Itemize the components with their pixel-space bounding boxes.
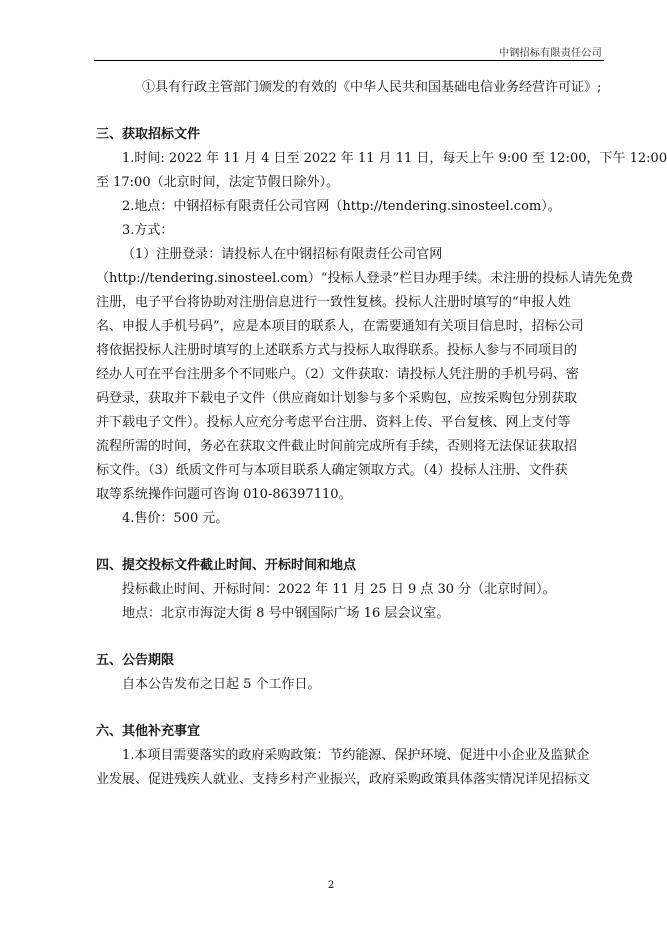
section3-method-line: 名、申报人手机号码”，应是本项目的联系人，在需要通知有关项目信息时，招标公司	[96, 319, 584, 334]
section4-deadline: 投标截止时间、开标时间：2022 年 11 月 25 日 9 点 30 分（北京时间）。	[122, 582, 556, 597]
section3-time-line1: 1.时间: 2022 年 11 月 4 日至 2022 年 11 月 11 日，每天上午 9:00 至 12:00，下午 12:00	[122, 151, 667, 166]
section-gap	[96, 100, 612, 123]
section4-location: 地点：北京市海淀大街 8 号中钢国际广场 16 层会议室。	[122, 606, 450, 621]
section3-method-line: （1）注册登录：请投标人在中钢招标有限责任公司官网	[122, 247, 443, 262]
section-gap	[96, 626, 612, 649]
section4-heading: 四、提交投标文件截止时间、开标时间和地点	[96, 558, 357, 573]
section3-location: 2.地点：中钢招标有限责任公司官网（http://tendering.sinosteel.com）。	[122, 199, 561, 214]
page-number: 2	[327, 880, 335, 891]
section3-method-line: 将依据投标人注册时填写的上述联系方式与投标人取得联系。投标人参与不同项目的	[96, 343, 578, 358]
header-company-name: 中钢招标有限责任公司	[499, 48, 602, 59]
section3-method-line: 取等系统操作问题可咨询 010-86397110。	[96, 487, 352, 502]
section3-heading: 三、获取招标文件	[96, 127, 201, 142]
section-gap	[96, 697, 612, 720]
section5-heading: 五、公告期限	[96, 653, 175, 668]
section6-line: 业发展、促进残疾人就业、支持乡村产业振兴，政府采购政策具体落实情况详见招标文	[96, 772, 591, 787]
section3-price: 4.售价：500 元。	[122, 511, 229, 526]
section3-time-line2: 至 17:00（北京时间，法定节假日除外）。	[96, 175, 340, 190]
license-requirement-item: ①具有行政主管部门颁发的有效的《中华人民共和国基础电信业务经营许可证》;	[142, 80, 602, 95]
section3-method-line: 注册，电子平台将协助对注册信息进行一致性复核。投标人注册时填写的“申报人姓	[96, 295, 571, 310]
section3-method-line: 经办人可在平台注册多个不同账户。（2）文件获取：请投标人凭注册的手机号码、密	[96, 367, 579, 382]
section6-line: 1.本项目需要落实的政府采购政策：节约能源、保护环境、促进中小企业及监狱企	[122, 748, 590, 763]
section5-period: 自本公告发布之日起 5 个工作日。	[122, 677, 321, 692]
section3-method-line: 流程所需的时间，务必在获取文件截止时间前完成所有手续，否则将无法保证获取招	[96, 439, 578, 454]
section-gap	[96, 531, 612, 554]
section3-method-line: （http://tendering.sinosteel.com）“投标人登录”栏目办理手续。未注册的投标人请先免费	[96, 271, 634, 286]
section3-method-label: 3.方式：	[122, 223, 174, 238]
document-body	[96, 76, 667, 792]
section3-method-line: 码登录，获取并下载电子文件（供应商如计划参与多个采购包，应按采购包分别获取	[96, 391, 578, 406]
section6-heading: 六、其他补充事宜	[96, 724, 201, 739]
section3-method-line: 并下载电子文件）。投标人应充分考虑平台注册、资料上传、平台复核、网上支付等	[96, 415, 571, 430]
section3-method-line: 标文件。（3）纸质文件可与本项目联系人确定领取方式。（4）投标人注册、文件获	[96, 463, 568, 478]
header-divider	[94, 60, 604, 61]
